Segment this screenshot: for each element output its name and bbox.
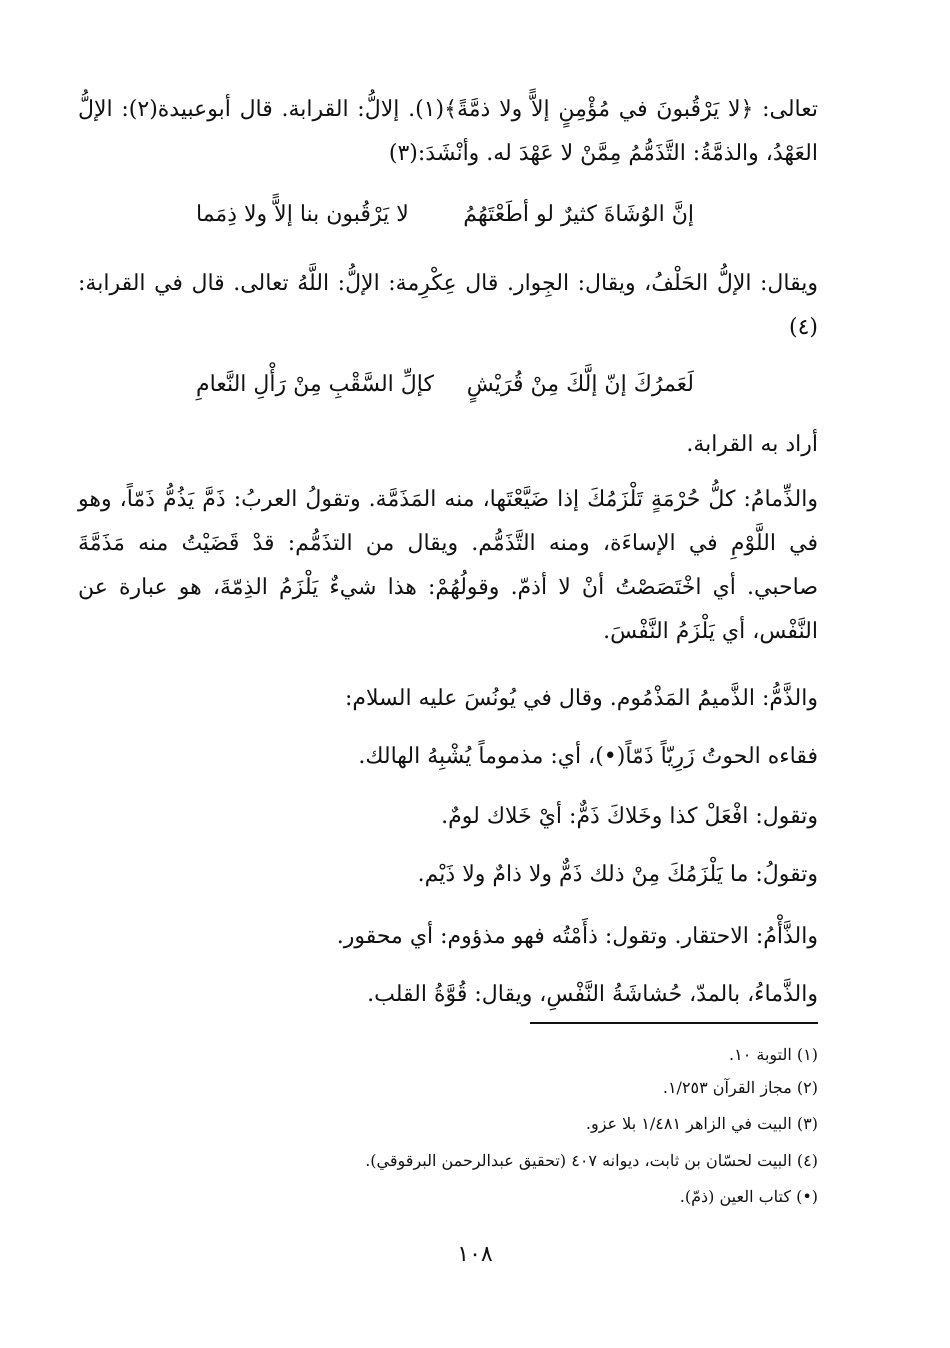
paragraph-quran-verse: تعالى: ﴿لا يَرْقُبونَ في مُؤْمِنٍ إلاًّ ولا ذمَّةً﴾(١). إلالُّ: القرابة. قال أبوعبيدة(٢): الإلُّ العَهْدُ، والذمَّةُ: التَّذَمُّمُ مِمَّنْ لا عَهْدَ له. وأنْشَدَ:(٣)	[78, 97, 819, 166]
footnote-1: (١) التوبة ١٠.	[729, 1045, 818, 1064]
paragraph-qaraba: أراد به القرابة.	[686, 432, 818, 457]
paragraph-dhimam: والذِّمامُ: كلُّ حُرْمَةٍ تَلْزَمُكَ إذا ضَيَّعْتَها، منه المَذَمَّة. وتقولُ العربُ: ذَمَّ يَذُمُّ ذَمّاً، وهو في اللَّوْمِ في الإساءَة، ومنه التَّذَمُّم. ويقال من التذَمُّم: قدْ قَضَيْتُ منه مَذَمَّةَ صاحبي. أي اخْتَصَصْتُ أنْ لا أذمّ. وقولُهُمْ: هذا شيءٌ يَلْزَمُ الذِمّةَ، هو عبارة عن النَّفْس، أي يَلْزَمُ النَّفْسَ.	[78, 487, 818, 644]
verse2-first-hemistich: لَعَمرُكَ إنّ إلَّكَ مِنْ قُرَيْشٍ	[466, 372, 694, 397]
line-ma-yalzamuk: وتقولُ: ما يَلْزَمُكَ مِنْ ذلك ذَمٌّ ولا ذامٌ ولا ذَيْم.	[417, 862, 818, 887]
line-dhama-hushasha: والذَّماءُ، بالمدّ، حُشاشَةُ النَّفْسِ، ويقال: قُوَّةُ القلب.	[367, 982, 818, 1007]
footnote-2: (٢) مجاز القرآن ١/٢٥٣.	[662, 1078, 818, 1097]
paragraph-alil-meanings: ويقال: الإلُّ الحَلْفُ، ويقال: الجِوار. قال عِكْرِمة: الإلُّ: اللَّهُ تعالى. قال في القرابة:(٤)	[78, 271, 818, 340]
footnote-separator	[530, 1022, 818, 1024]
verse1-second-hemistich: لا يَرْقُبون بنا إلاًّ ولا ذِمَما	[196, 202, 409, 227]
footnote-4: (٤) البيت لحسّان بن ثابت، ديوانه ٤٠٧ (تحقيق عبدالرحمن البرقوقي).	[365, 1151, 818, 1170]
line-khalak-dhamm: وتقول: افْعَلْ كذا وخَلاكَ ذَمٌّ: أيْ خَلاك لومٌ.	[441, 804, 818, 829]
footnote-5: (•) كتاب العين (ذمّ).	[679, 1187, 818, 1206]
line-dha-m-ihtiqar: والذَّأْمُ: الاحتقار. وتقول: ذأَمْتُه فهو مذؤوم: أي محقور.	[336, 924, 818, 949]
line-yunus-hut: فقاءه الحوتُ زَرِيّاً ذَمّاً(•)، أي: مذموماً يُشْبِهُ الهالك.	[358, 744, 818, 769]
verse2-second-hemistich: كإلِّ السَّقْبِ مِنْ رَأْلِ النَّعامِ	[196, 372, 434, 397]
footnote-3: (٣) البيت في الزاهر ١/٤٨١ بلا عزو.	[585, 1114, 818, 1133]
verse1-first-hemistich: إنَّ الوُشَاةَ كثيرٌ لو أطَعْتَهُمُ	[463, 202, 694, 227]
page-number: ١٠٨	[457, 1242, 493, 1267]
line-dhamm-madhmum: والذَّمُّ: الذَّميمُ المَذْمُوم. وقال في يُونُسَ عليه السلام:	[344, 686, 818, 711]
